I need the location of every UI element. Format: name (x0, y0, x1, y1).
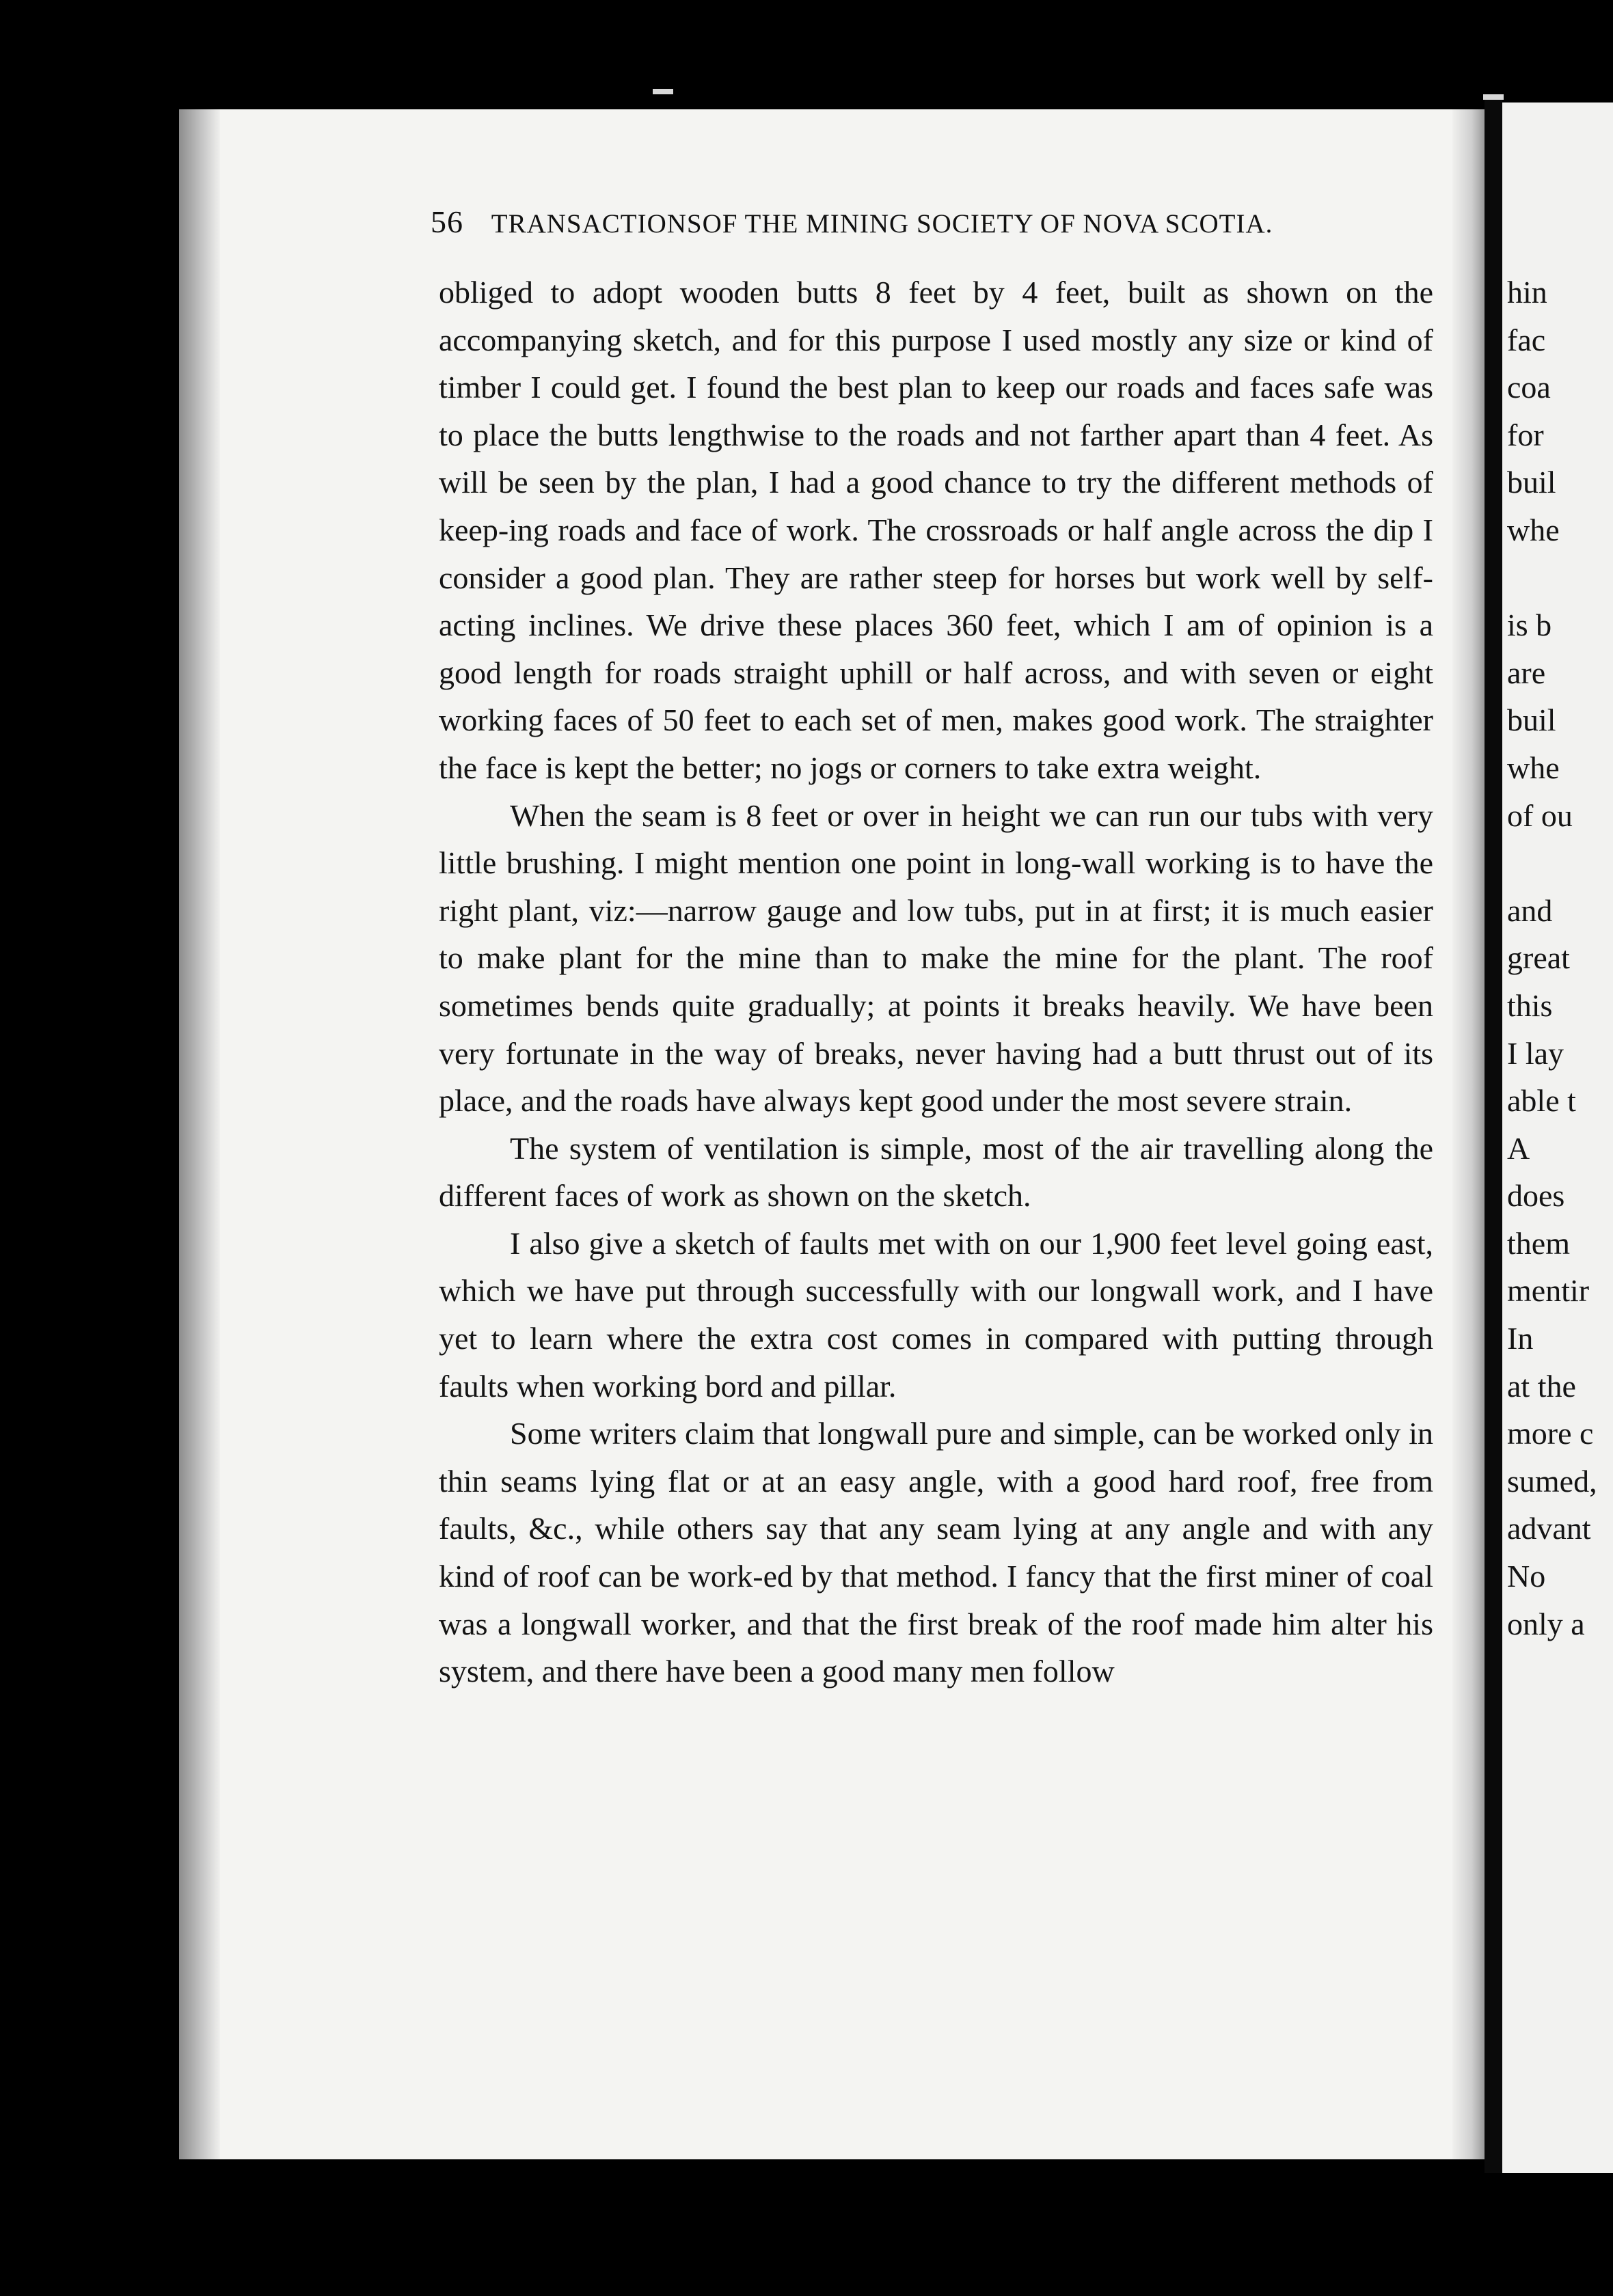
paragraph: I also give a sketch of faults met with on our 1,900 feet level going east, which we have put through successfully with our longwall work, and I have yet to learn where the extra cost comes in compared with putting through faults when working bord and pillar. (439, 1225, 1433, 1404)
right-page-line: are (1507, 655, 1546, 690)
right-page-line: is b (1507, 607, 1552, 643)
running-title: TRANSACTIONSOF THE MINING SOCIETY OF NOVA SCOTIA. (491, 209, 1273, 238)
right-page-fragments (1507, 269, 1597, 1648)
page-number: 56 (431, 204, 463, 239)
right-page-line: of ou (1507, 797, 1573, 833)
right-page-line (1507, 839, 1597, 887)
paragraph: Some writers claim that longwall pure and simple, can be worked only in thin seams lying flat or at an easy angle, with a good hard roof, free from faults, &c., while others say that any seam lying at any angle and with any kind of roof can be work-ed by that method. I fancy that the first miner of coal was a longwall worker, and that the first break of the roof made him alter his system, and there have been a good many men follow (439, 1416, 1433, 1689)
gutter-shadow (1452, 109, 1485, 2159)
right-page-line: them (1507, 1225, 1570, 1261)
right-page-line: only a (1507, 1606, 1585, 1641)
paragraph: When the seam is 8 feet or over in height we can run our tubs with very little brushing. I might mention one point in long-wall working is to have the right plant, viz:—narrow gauge and low tubs, put in at first; it is much easier to make plant for the mine than to make the mine for the plant. The roof sometimes bends quite gradually; at points it breaks heavily. We have been very fortunate in the way of breaks, never having had a butt thrust out of its place, and the roads have always kept good under the most severe strain. (439, 797, 1433, 1119)
body-text (439, 269, 1433, 1695)
page-edge-shadow (179, 109, 220, 2159)
right-page-line: and (1507, 892, 1553, 928)
running-header (431, 204, 1273, 240)
right-page-line: more c (1507, 1416, 1594, 1451)
right-page-line: at the (1507, 1368, 1576, 1404)
right-page-line: great (1507, 940, 1570, 976)
right-page-line: able t (1507, 1083, 1576, 1119)
right-page-line: advant (1507, 1511, 1591, 1546)
right-page-line: No (1507, 1559, 1546, 1594)
right-page-line (1507, 554, 1597, 602)
book-binding (1485, 96, 1502, 2173)
right-page-line: fac (1507, 322, 1546, 357)
right-page-line: buil (1507, 702, 1556, 738)
right-page-line: does (1507, 1178, 1565, 1214)
scan-speck (653, 89, 673, 94)
right-page-line: mentir (1507, 1273, 1590, 1309)
right-page-line: hin (1507, 275, 1547, 310)
right-page-line: coa (1507, 370, 1551, 405)
right-page-line: In (1507, 1321, 1534, 1356)
paragraph: obliged to adopt wooden butts 8 feet by 4 feet, built as shown on the accompanying sketch, and for this purpose I used mostly any size or kind of timber I could get. I found the best plan to keep our roads and faces safe was to place the butts lengthwise to the roads and not farther apart than 4 feet. As will be seen by the plan, I had a good chance to try the different methods of keep-ing roads and face of work. The crossroads or half angle across the dip I consider a good plan. They are rather steep for horses but work well by self-acting inclines. We drive these places 360 feet, which I am of opinion is a good length for roads straight uphill or half across, and with seven or eight working faces of 50 feet to each set of men, makes good work. The straighter the face is kept the better; no jogs or corners to take extra weight. (439, 275, 1433, 785)
right-page-line: this (1507, 987, 1553, 1023)
scan-speck (1483, 94, 1504, 100)
right-page-line: A (1507, 1130, 1530, 1166)
right-page-line: for (1507, 417, 1544, 452)
right-page-line: buil (1507, 465, 1556, 500)
right-page-line: whe (1507, 750, 1560, 785)
right-page-line: whe (1507, 512, 1560, 547)
right-page-line: I lay (1507, 1035, 1564, 1071)
paragraph: The system of ventilation is simple, most of the air travelling along the different faces of work as shown on the sketch. (439, 1130, 1433, 1214)
right-page-line: sumed, (1507, 1463, 1597, 1499)
